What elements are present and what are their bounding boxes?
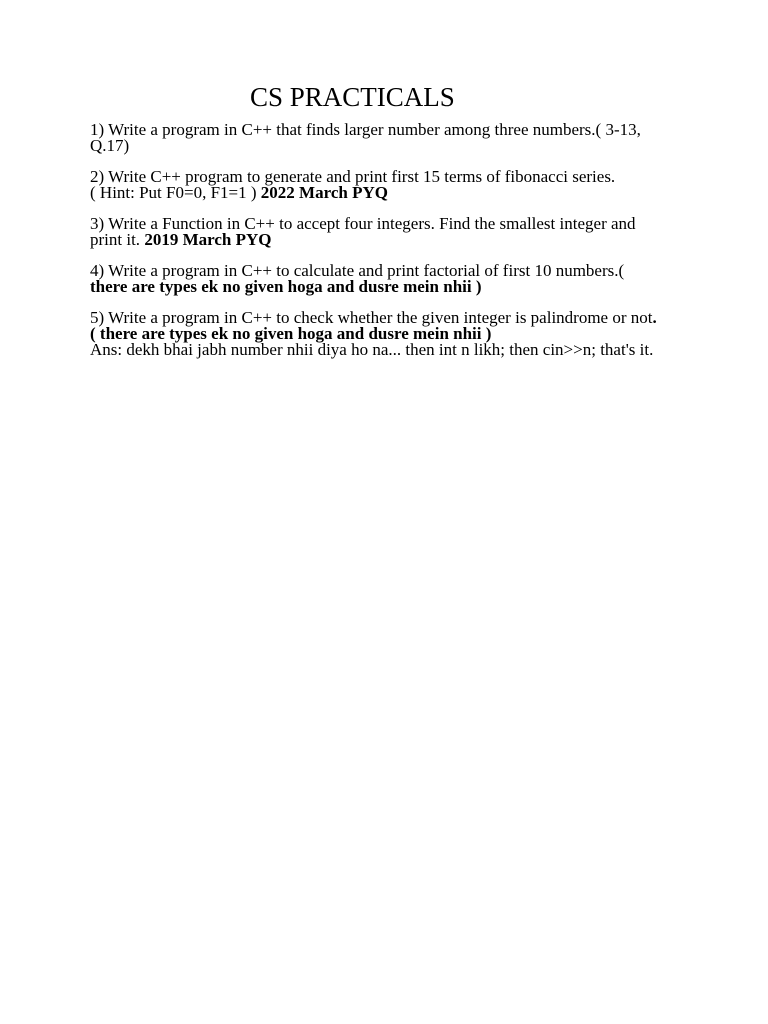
question-2-line-1: 2) Write C++ program to generate and print first 15 terms of fibonacci series. (90, 167, 616, 186)
question-2-pyq-tag: 2022 March PYQ (260, 183, 388, 202)
question-3 (90, 216, 690, 248)
question-5-text: 5) Write a program in C++ to check whether the given integer is palindrome or not (90, 308, 653, 327)
page-title: CS PRACTICALS (250, 82, 455, 112)
question-4-note: there are types ek no given hoga and dusre mein nhii ) (90, 277, 482, 296)
question-3-line-2 (90, 232, 690, 248)
question-3-line-1: 3) Write a Function in C++ to accept four integers. Find the smallest integer and (90, 214, 636, 233)
question-5-note: ( there are types ek no given hoga and dusre mein nhii ) (90, 324, 492, 343)
question-3-text-end: print it. (90, 230, 145, 249)
question-1 (90, 122, 690, 154)
question-2 (90, 169, 690, 201)
question-2-line-2 (90, 185, 690, 201)
question-5-period: . (652, 308, 657, 327)
question-3-pyq-tag: 2019 March PYQ (144, 230, 272, 249)
question-4-line-1: 4) Write a program in C++ to calculate and print factorial of first 10 numbers.( (90, 261, 625, 280)
question-4 (90, 263, 690, 295)
question-1-line-1: 1) Write a program in C++ that finds larger number among three numbers.( 3-13, (90, 120, 641, 139)
question-2-hint: ( Hint: Put F0=0, F1=1 ) (90, 183, 261, 202)
question-1-line-2: Q.17) (90, 136, 130, 155)
question-list (90, 122, 690, 373)
question-5-answer: Ans: dekh bhai jabh number nhii diya ho na... then int n likh; then cin>>n; that's it. (90, 340, 654, 359)
question-5 (90, 310, 690, 358)
